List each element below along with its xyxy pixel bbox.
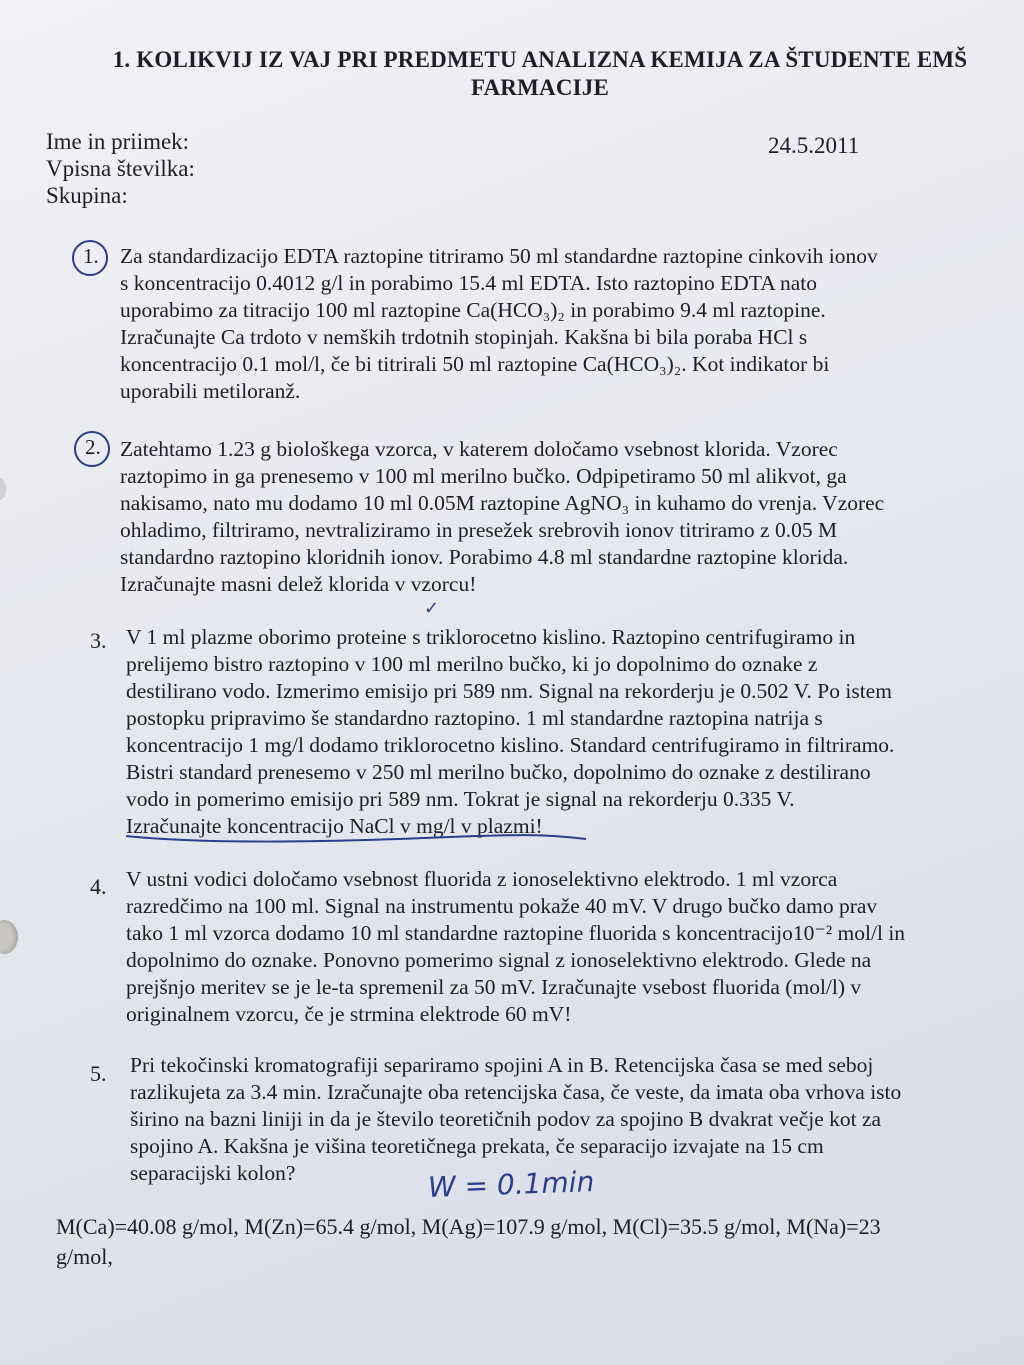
problem-1-number: 1. (83, 244, 99, 268)
pen-underline (124, 830, 588, 844)
problem-line: koncentracijo 1 mg/l dodamo triklorocetno kislino. Standard centrifugiramo in filtriramo. (126, 733, 895, 757)
problem-line: raztopimo in ga prenesemo v 100 ml merilno bučko. Odpipetiramo 50 ml alikvot, ga (120, 464, 847, 488)
problem-line: prejšnjo meritev se je le-ta spremenil za 50 mV. Izračunajte vsebost fluorida (mol/l) v (126, 975, 862, 999)
problem-4 (126, 866, 986, 1028)
problem-line: koncentracijo 0.1 mol/l, če bi titrirali 50 ml raztopine Ca(HCO₃)₂. Kot indikator bi (120, 352, 830, 376)
problem-line: destilirano vodo. Izmerimo emisijo pri 589 nm. Signal na rekorderju je 0.502 V. Po istem (126, 679, 892, 703)
problem-3 (126, 624, 986, 840)
problem-1-number-circled (72, 240, 108, 276)
punch-hole (0, 920, 18, 954)
problem-line: Pri tekočinski kromatografiji separiramo spojini A in B. Retencijska časa se med seboj (130, 1053, 874, 1077)
problem-5-number: 5. (90, 1061, 107, 1086)
molar-mass-footer (56, 1212, 986, 1272)
problem-2-number: 2. (85, 435, 101, 459)
problem-line: V ustni vodici določamo vsebnost fluorida z ionoselektivno elektrodo. 1 ml vzorca (126, 867, 838, 891)
problem-line: tako 1 ml vzorca dodamo 10 ml standardne raztopine fluorida s koncentracijo10⁻² mol/l in (126, 921, 906, 945)
title-line-1: 1. KOLIKVIJ IZ VAJ PRI PREDMETU ANALIZNA KEMIJA ZA ŠTUDENTE EMŠ (112, 47, 968, 72)
problem-4-number: 4. (90, 874, 107, 899)
problem-2-number-circled (74, 431, 110, 467)
problem-line: vodo in pomerimo emisijo pri 589 nm. Tokrat je signal na rekorderju 0.335 V. (126, 787, 795, 811)
problem-3-number: 3. (90, 628, 107, 653)
problem-line: Bistri standard prenesemo v 250 ml merilno bučko, dopolnimo do oznake z destilirano (126, 760, 871, 784)
problem-line: dopolnimo do oznake. Ponovno pomerimo signal z ionoselektivno elektrodo. Glede na (126, 948, 872, 972)
problem-line: prelijemo bistro raztopino v 100 ml merilno bučko, ki jo dopolnimo do oznake z (126, 652, 818, 676)
problem-line: Izračunajte masni delež klorida v vzorcu! (120, 572, 477, 596)
pen-tick-mark: ✓ (424, 598, 440, 619)
group-label: Skupina: (46, 183, 128, 208)
problem-line: uporabimo za titracijo 100 ml raztopine Ca(HCO₃)₂ in porabimo 9.4 ml raztopine. (120, 298, 826, 322)
problem-line: Za standardizacijo EDTA raztopine titriramo 50 ml standardne raztopine cinkovih ionov (120, 244, 878, 268)
problem-line: ohladimo, filtriramo, nevtraliziramo in presežek srebrovih ionov titriramo z 0.05 M (120, 518, 838, 542)
paper-notch (0, 478, 6, 500)
problem-line: postopku pripravimo še standardno raztopino. 1 ml standardne raztopina natrija s (126, 706, 823, 730)
exam-date: 24.5.2011 (768, 133, 860, 158)
exam-title (80, 46, 1000, 102)
problem-line: razlikujeta za 3.4 min. Izračunajte oba retencijska časa, če veste, da imata oba vrhova isto (130, 1080, 902, 1104)
problem-line: standardno raztopino kloridnih ionov. Porabimo 4.8 ml standardne raztopine klorida. (120, 545, 849, 569)
name-label: Ime in priimek: (46, 129, 190, 154)
problem-line: separacijski kolon? (130, 1161, 296, 1185)
problem-line: Izračunajte Ca trdoto v nemških trdotnih stopinjah. Kakšna bi bila poraba HCl s (120, 325, 808, 349)
problem-2 (120, 436, 980, 598)
problem-line: V 1 ml plazme oborimo proteine s triklorocetno kislino. Raztopino centrifugiramo in (126, 625, 856, 649)
footer-line-1: M(Ca)=40.08 g/mol, M(Zn)=65.4 g/mol, M(Ag)=107.9 g/mol, M(Cl)=35.5 g/mol, M(Na)=23 (56, 1214, 881, 1239)
problem-line: razredčimo na 100 ml. Signal na instrumentu pokaže 40 mV. V drugo bučko damo prav (126, 894, 878, 918)
title-line-2: FARMACIJE (470, 75, 610, 100)
student-id-label: Vpisna številka: (46, 156, 195, 181)
problem-line: uporabili metiloranž. (120, 379, 301, 403)
problem-line: nakisamo, nato mu dodamo 10 ml 0.05M raztopine AgNO₃ in kuhamo do vrenja. Vzorec (120, 491, 885, 515)
problem-line: s koncentracijo 0.4012 g/l in porabimo 15.4 ml EDTA. Isto raztopino EDTA nato (120, 271, 817, 295)
problem-line: Izračunajte koncentracijo NaCl v mg/l v plazmi! (126, 814, 543, 838)
problem-line: spojino A. Kakšna je višina teoretičnega prekata, če separacijo izvajate na 15 cm (130, 1134, 824, 1158)
handwritten-note: W = 0.1min (427, 1165, 595, 1204)
footer-line-2: g/mol, (56, 1244, 113, 1269)
problem-line: širino na bazni liniji in da je število teoretičnih podov za spojino B dvakrat večje kot za (130, 1107, 882, 1131)
problem-line: Zatehtamo 1.23 g biološkega vzorca, v katerem določamo vsebnost klorida. Vzorec (120, 437, 838, 461)
student-info (46, 128, 195, 209)
problem-1 (120, 243, 980, 405)
problem-line: originalnem vzorcu, če je strmina elektrode 60 mV! (126, 1002, 572, 1026)
